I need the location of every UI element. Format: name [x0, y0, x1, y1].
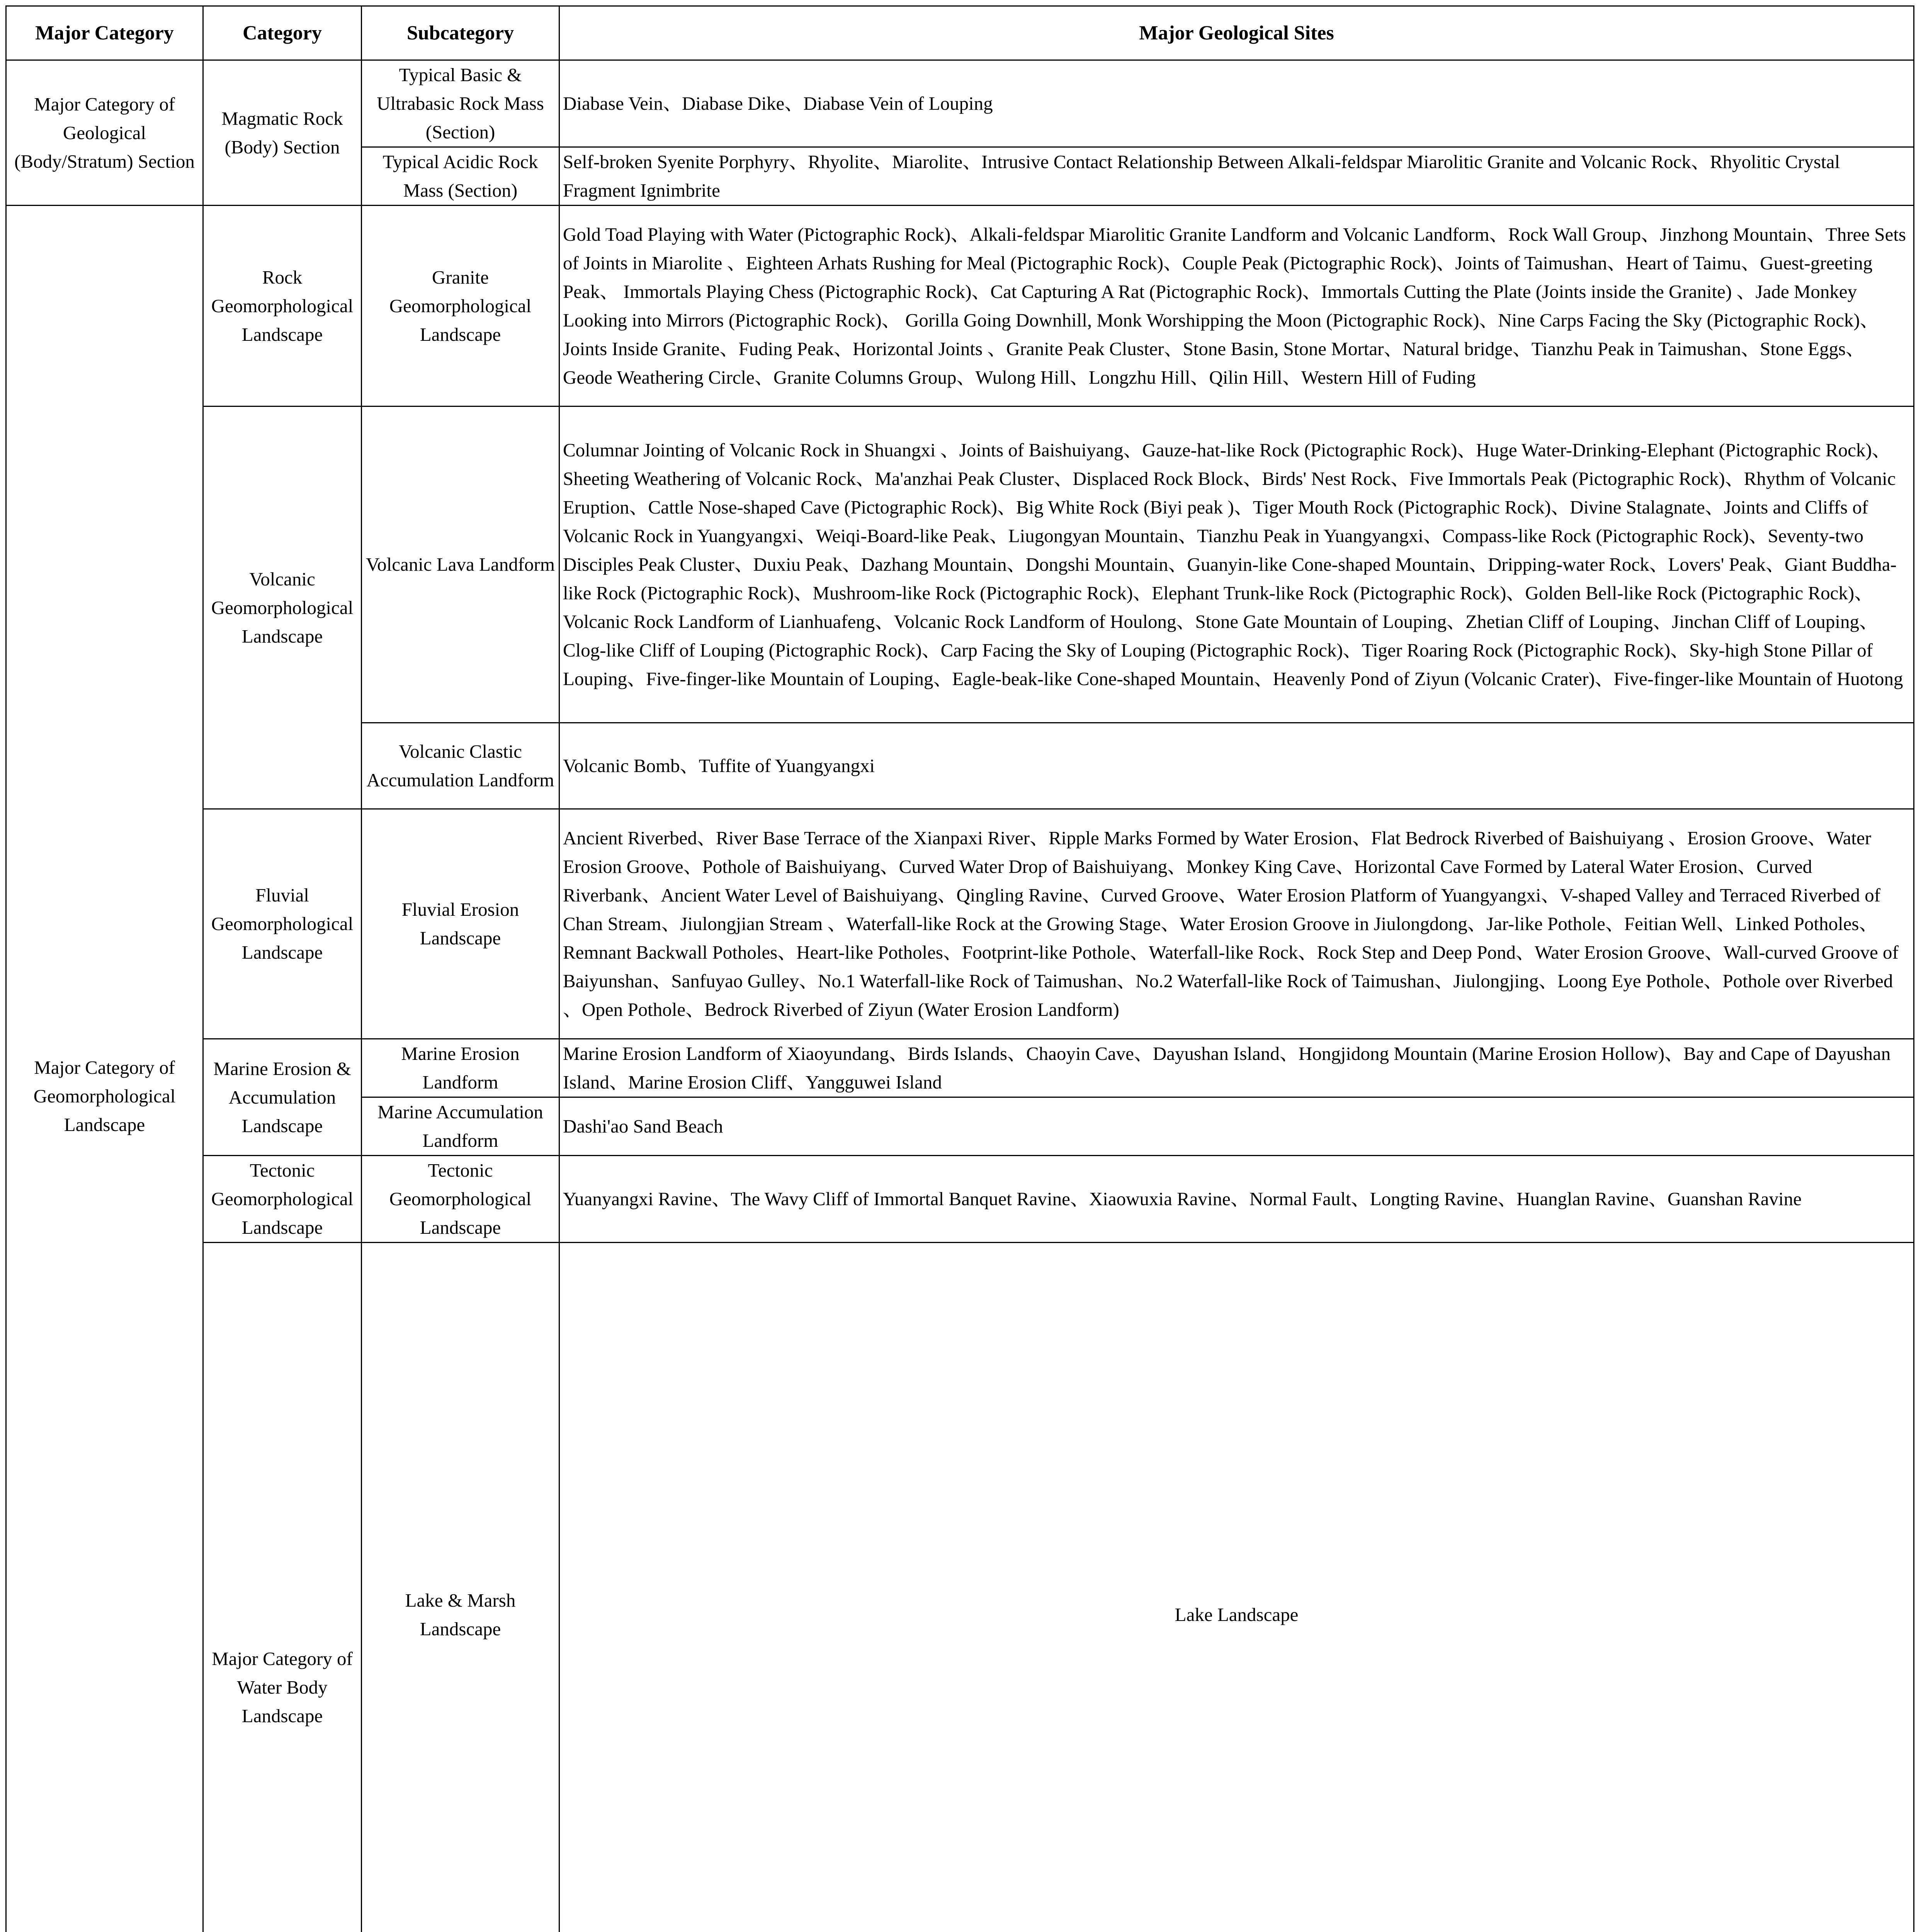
- header-category: Category: [203, 6, 362, 60]
- major-category-cell: Major Category of Geological (Body/Stratum) Section: [6, 60, 203, 206]
- table-row: [6, 1039, 1914, 1097]
- subcategory-cell: Volcanic Clastic Accumulation Landform: [362, 723, 559, 809]
- subcategory-cell: Granite Geomorphological Landscape: [362, 206, 559, 406]
- sites-cell: Self-broken Syenite Porphyry、Rhyolite、Miarolite、Intrusive Contact Relationship Between Alkali-feldspar Miarolitic Granite and Volcanic Rock、Rhyolitic Crystal Fragment Ignimbrite: [559, 147, 1914, 206]
- table-row: [6, 206, 1914, 406]
- category-cell: Marine Erosion & Accumulation Landscape: [203, 1039, 362, 1156]
- subcategory-cell: Tectonic Geomorphological Landscape: [362, 1156, 559, 1243]
- category-cell: Fluvial Geomorphological Landscape: [203, 809, 362, 1039]
- header-subcategory: Subcategory: [362, 6, 559, 60]
- subcategory-cell: Typical Acidic Rock Mass (Section): [362, 147, 559, 206]
- table-row: [6, 406, 1914, 723]
- subcategory-cell: Lake Landscape: [559, 1243, 1914, 1932]
- major-category-cell: Major Category of Geomorphological Landscape: [6, 206, 203, 1932]
- table-row: [6, 60, 1914, 147]
- subcategory-cell: Volcanic Lava Landform: [362, 406, 559, 723]
- table-row: [6, 809, 1914, 1039]
- table-row: [6, 1156, 1914, 1243]
- header-major-category: Major Category: [6, 6, 203, 60]
- header-row: [6, 6, 1914, 60]
- sites-cell: Yuanyangxi Ravine、The Wavy Cliff of Immortal Banquet Ravine、Xiaowuxia Ravine、Normal Fault、Longting Ravine、Huanglan Ravine、Guanshan Ravine: [559, 1156, 1914, 1243]
- category-cell: Rock Geomorphological Landscape: [203, 206, 362, 406]
- subcategory-cell: Fluvial Erosion Landscape: [362, 809, 559, 1039]
- sites-cell: Marine Erosion Landform of Xiaoyundang、Birds Islands、Chaoyin Cave、Dayushan Island、Hongjidong Mountain (Marine Erosion Hollow)、Bay and Cape of Dayushan Island、Marine Erosion Cliff、Yangguwei Island: [559, 1039, 1914, 1097]
- header-sites: Major Geological Sites: [559, 6, 1914, 60]
- category-cell: Lake & Marsh Landscape: [362, 1243, 559, 1932]
- sites-cell: Ancient Riverbed、River Base Terrace of the Xianpaxi River、Ripple Marks Formed by Water Erosion、Flat Bedrock Riverbed of Baishuiyang 、Erosion Groove、Water Erosion Groove、Pothole of Baishuiyang、Curved Water Drop of Baishuiyang、Monkey King Cave、Horizontal Cave Formed by Lateral Water Erosion、Curved Riverbank、Ancient Water Level of Baishuiyang、Qingling Ravine、Curved Groove、Water Erosion Platform of Yuangyangxi、V-shaped Valley and Terraced Riverbed of Chan Stream、Jiulongjian Stream 、Waterfall-like Rock at the Growing Stage、Water Erosion Groove in Jiulongdong、Jar-like Pothole、Feitian Well、Linked Potholes、Remnant Backwall Potholes、Heart-like Potholes、Footprint-like Pothole、Waterfall-like Rock、Rock Step and Deep Pond、Water Erosion Groove、Wall-curved Groove of Baiyunshan、Sanfuyao Gulley、No.1 Waterfall-like Rock of Taimushan、No.2 Waterfall-like Rock of Taimushan、Jiulongjing、Loong Eye Pothole、Pothole over Riverbed 、Open Pothole、Bedrock Riverbed of Ziyun (Water Erosion Landform): [559, 809, 1914, 1039]
- sites-cell: Diabase Vein、Diabase Dike、Diabase Vein of Louping: [559, 60, 1914, 147]
- sites-cell: Columnar Jointing of Volcanic Rock in Shuangxi 、Joints of Baishuiyang、Gauze-hat-like Rock (Pictographic Rock)、Huge Water-Drinking-Elephant (Pictographic Rock)、Sheeting Weathering of Volcanic Rock、Ma'anzhai Peak Cluster、Displaced Rock Block、Birds' Nest Rock、Five Immortals Peak (Pictographic Rock)、Rhythm of Volcanic Eruption、Cattle Nose-shaped Cave (Pictographic Rock)、Big White Rock (Biyi peak )、Tiger Mouth Rock (Pictographic Rock)、Divine Stalagnate、Joints and Cliffs of Volcanic Rock in Yuangyangxi、Weiqi-Board-like Peak、Liugongyan Mountain、Tianzhu Peak in Yuangyangxi、Compass-like Rock (Pictographic Rock)、Seventy-two Disciples Peak Cluster、Duxiu Peak、Dazhang Mountain、Dongshi Mountain、Guanyin-like Cone-shaped Mountain、Dripping-water Rock、Lovers' Peak、Giant Buddha-like Rock (Pictographic Rock)、Mushroom-like Rock (Pictographic Rock)、Elephant Trunk-like Rock (Pictographic Rock)、Golden Bell-like Rock (Pictographic Rock)、Volcanic Rock Landform of Lianhuafeng、Volcanic Rock Landform of Houlong、Stone Gate Mountain of Louping、Zhetian Cliff of Louping、Jinchan Cliff of Louping、Clog-like Cliff of Louping (Pictographic Rock)、Carp Facing the Sky of Louping (Pictographic Rock)、Tiger Roaring Rock (Pictographic Rock)、Sky-high Stone Pillar of Louping、Five-finger-like Mountain of Louping、Eagle-beak-like Cone-shaped Mountain、Heavenly Pond of Ziyun (Volcanic Crater)、Five-finger-like Mountain of Huotong: [559, 406, 1914, 723]
- subcategory-cell: Marine Accumulation Landform: [362, 1097, 559, 1156]
- major-category-cell: Major Category of Water Body Landscape: [203, 1243, 362, 1932]
- subcategory-cell: Marine Erosion Landform: [362, 1039, 559, 1097]
- category-cell: Magmatic Rock (Body) Section: [203, 60, 362, 206]
- category-cell: Volcanic Geomorphological Landscape: [203, 406, 362, 809]
- geological-sites-table-page: [5, 5, 1913, 1580]
- sites-cell: Dashi'ao Sand Beach: [559, 1097, 1914, 1156]
- category-cell: Tectonic Geomorphological Landscape: [203, 1156, 362, 1243]
- geological-sites-table: [5, 5, 1914, 1932]
- sites-cell: Gold Toad Playing with Water (Pictographic Rock)、Alkali-feldspar Miarolitic Granite Landform and Volcanic Landform、Rock Wall Group、Jinzhong Mountain、Three Sets of Joints in Miarolite 、Eighteen Arhats Rushing for Meal (Pictographic Rock)、Couple Peak (Pictographic Rock)、Joints of Taimushan、Heart of Taimu、Guest-greeting Peak、 Immortals Playing Chess (Pictographic Rock)、Cat Capturing A Rat (Pictographic Rock)、Immortals Cutting the Plate (Joints inside the Granite) 、Jade Monkey Looking into Mirrors (Pictographic Rock)、 Gorilla Going Downhill, Monk Worshipping the Moon (Pictographic Rock)、Nine Carps Facing the Sky (Pictographic Rock)、Joints Inside Granite、Fuding Peak、Horizontal Joints 、Granite Peak Cluster、Stone Basin, Stone Mortar、Natural bridge、Tianzhu Peak in Taimushan、Stone Eggs、Geode Weathering Circle、Granite Columns Group、Wulong Hill、Longzhu Hill、Qilin Hill、Western Hill of Fuding: [559, 206, 1914, 406]
- subcategory-cell: Typical Basic & Ultrabasic Rock Mass (Section): [362, 60, 559, 147]
- sites-cell: Volcanic Bomb、Tuffite of Yuangyangxi: [559, 723, 1914, 809]
